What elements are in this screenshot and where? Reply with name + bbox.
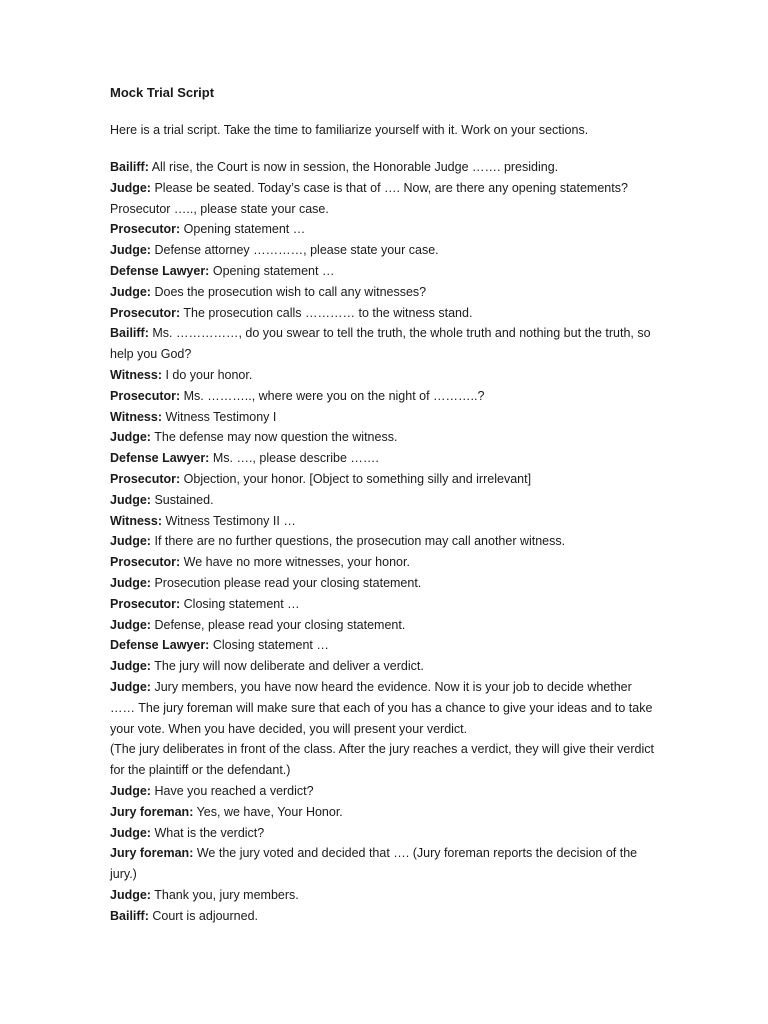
dialogue-text: Prosecution please read your closing statement. [154, 575, 422, 590]
script-line [110, 178, 658, 220]
speaker-label: Judge: [110, 659, 151, 674]
speaker-label: Judge: [110, 534, 151, 549]
script-line [110, 739, 658, 781]
script-line [110, 677, 658, 739]
speaker-label: Judge: [110, 492, 151, 507]
speaker-label: Defense Lawyer: [110, 451, 210, 466]
speaker-label: Bailiff: [110, 908, 149, 923]
script-line [110, 365, 658, 386]
speaker-label: Judge: [110, 679, 151, 694]
speaker-label: Prosecutor: [110, 471, 181, 486]
script-line [110, 386, 658, 407]
dialogue-text: I do your honor. [165, 367, 253, 382]
speaker-label: Witness: [110, 513, 162, 528]
dialogue-text: Please be seated. Today’s case is that of …. Now, are there any opening statements? Prosecutor ….., please state your case. [110, 180, 628, 216]
script-line [110, 323, 658, 365]
script-line [110, 843, 658, 885]
script-line [110, 552, 658, 573]
dialogue-text: Jury members, you have now heard the evidence. Now it is your job to decide whether …… The jury foreman will make sure that each of you has a chance to give your ideas and to take your vote. When you have decided, you will present your verdict. [110, 679, 653, 736]
dialogue-text: Sustained. [154, 492, 214, 507]
script-lines [110, 157, 658, 926]
script-line [110, 157, 658, 178]
script-line [110, 490, 658, 511]
dialogue-text: The defense may now question the witness. [154, 430, 398, 445]
speaker-label: Judge: [110, 783, 151, 798]
script-line [110, 906, 658, 927]
speaker-label: Judge: [110, 617, 151, 632]
dialogue-text: Opening statement … [183, 222, 306, 237]
dialogue-text: (The jury deliberates in front of the class. After the jury reaches a verdict, they will give their verdict for the plaintiff or the defendant.) [110, 742, 654, 778]
document-page [110, 84, 658, 926]
dialogue-text: Yes, we have, Your Honor. [196, 804, 343, 819]
speaker-label: Judge: [110, 575, 151, 590]
speaker-label: Jury foreman: [110, 804, 194, 819]
document-title: Mock Trial Script [110, 85, 215, 100]
dialogue-text: Witness Testimony I [165, 409, 277, 424]
script-line [110, 656, 658, 677]
speaker-label: Witness: [110, 409, 162, 424]
dialogue-text: Ms. ……….., where were you on the night of ………..? [183, 388, 485, 403]
dialogue-text: Defense attorney …………, please state your case. [154, 243, 439, 258]
script-line [110, 219, 658, 240]
speaker-label: Defense Lawyer: [110, 263, 210, 278]
script-line [110, 781, 658, 802]
script-line [110, 823, 658, 844]
dialogue-text: The prosecution calls ………… to the witness stand. [183, 305, 473, 320]
speaker-label: Prosecutor: [110, 222, 181, 237]
dialogue-text: We the jury voted and decided that …. (Jury foreman reports the decision of the jury.) [110, 846, 638, 882]
speaker-label: Bailiff: [110, 326, 149, 341]
speaker-label: Defense Lawyer: [110, 638, 210, 653]
dialogue-text: If there are no further questions, the prosecution may call another witness. [154, 534, 566, 549]
dialogue-text: Court is adjourned. [152, 908, 258, 923]
dialogue-text: The jury will now deliberate and deliver a verdict. [154, 659, 424, 674]
dialogue-text: Does the prosecution wish to call any witnesses? [154, 284, 427, 299]
script-line [110, 448, 658, 469]
script-line [110, 427, 658, 448]
script-line [110, 303, 658, 324]
dialogue-text: Closing statement … [212, 638, 329, 653]
intro-paragraph: Here is a trial script. Take the time to familiarize yourself with it. Work on your sections. [110, 123, 589, 137]
dialogue-text: Ms. ……………, do you swear to tell the truth, the whole truth and nothing but the truth, so help you God? [110, 326, 651, 362]
speaker-label: Judge: [110, 430, 151, 445]
script-line [110, 885, 658, 906]
script-line [110, 635, 658, 656]
speaker-label: Bailiff: [110, 160, 149, 174]
script-line [110, 511, 658, 532]
speaker-label: Judge: [110, 887, 151, 902]
dialogue-text: Ms. …., please describe ……. [212, 451, 379, 466]
script-line [110, 615, 658, 636]
speaker-label: Prosecutor: [110, 596, 181, 611]
script-line [110, 594, 658, 615]
dialogue-text: All rise, the Court is now in session, the Honorable Judge ……. presiding. [151, 160, 559, 174]
dialogue-text: Closing statement … [183, 596, 300, 611]
speaker-label: Judge: [110, 825, 151, 840]
speaker-label: Judge: [110, 180, 151, 195]
dialogue-text: Opening statement … [212, 263, 335, 278]
dialogue-text: Objection, your honor. [Object to something silly and irrelevant] [183, 471, 532, 486]
script-line [110, 531, 658, 552]
script-line [110, 573, 658, 594]
dialogue-text: Thank you, jury members. [154, 887, 299, 902]
speaker-label: Witness: [110, 367, 162, 382]
speaker-label: Judge: [110, 243, 151, 258]
script-line [110, 282, 658, 303]
dialogue-text: Have you reached a verdict? [154, 783, 314, 798]
speaker-label: Prosecutor: [110, 555, 181, 570]
dialogue-text: What is the verdict? [154, 825, 265, 840]
dialogue-text: Witness Testimony II … [165, 513, 296, 528]
script-line [110, 802, 658, 823]
speaker-label: Jury foreman: [110, 846, 194, 861]
speaker-label: Judge: [110, 284, 151, 299]
speaker-label: Prosecutor: [110, 388, 181, 403]
script-line [110, 469, 658, 490]
dialogue-text: We have no more witnesses, your honor. [183, 555, 410, 570]
script-line [110, 407, 658, 428]
script-line [110, 261, 658, 282]
script-line [110, 240, 658, 261]
dialogue-text: Defense, please read your closing statement. [154, 617, 406, 632]
speaker-label: Prosecutor: [110, 305, 181, 320]
